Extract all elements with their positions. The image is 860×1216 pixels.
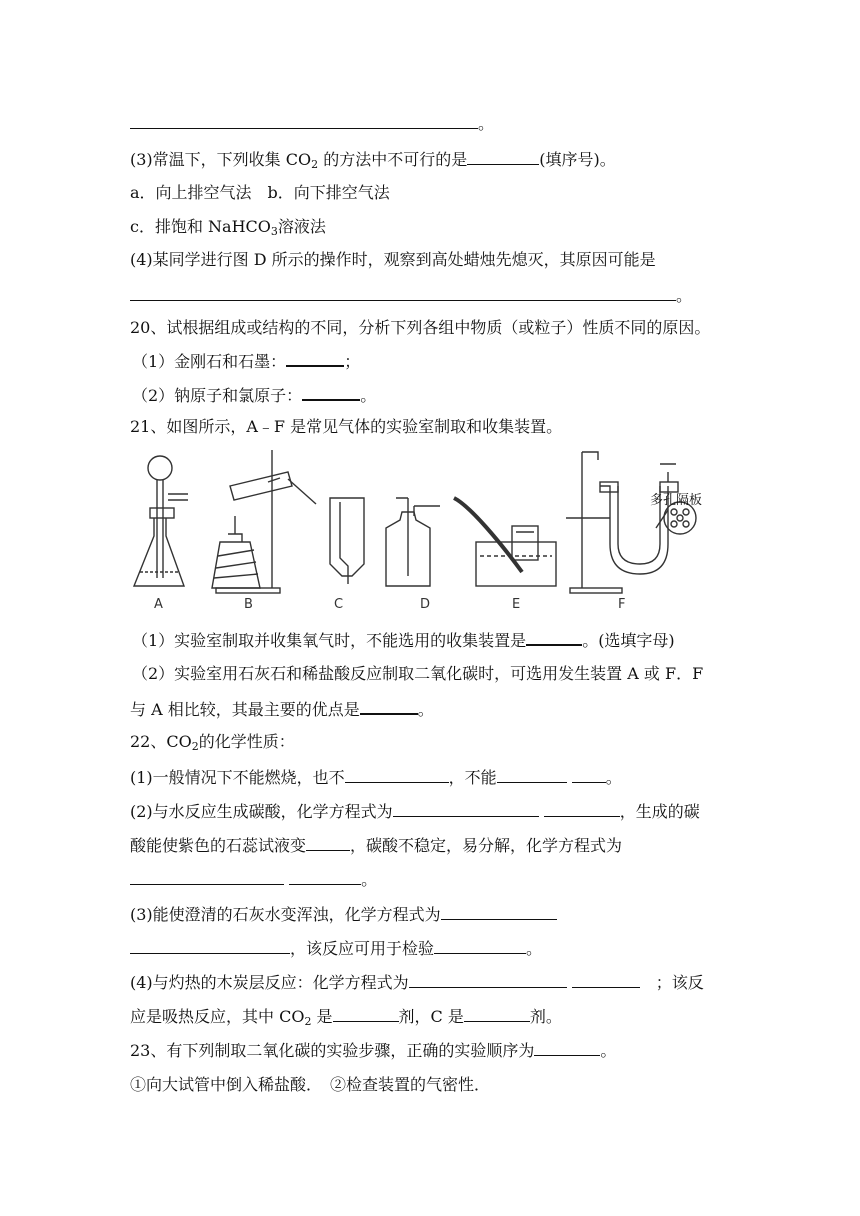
q20-sub2: （2）钠原子和氯原子： 。 xyxy=(132,383,376,407)
q23-title: 23、有下列制取二氧化碳的实验步骤，正确的实验顺序为 。 xyxy=(130,1041,617,1060)
apparatus-e xyxy=(454,498,556,586)
apparatus-a xyxy=(134,456,188,586)
label-a: A xyxy=(154,597,163,612)
q19-part3: (3)常温下，下列收集 $CO_2$ 的方法中不可行的是 (填序号)。 xyxy=(130,150,616,171)
answer-blank xyxy=(467,148,539,165)
answer-blank xyxy=(544,800,620,817)
q22-part4: (4)与灼热的木炭层反应：化学方程式为 ；该反 xyxy=(130,973,704,992)
label-c: C xyxy=(334,597,344,612)
answer-blank xyxy=(497,766,567,783)
q22-title: 22、$CO_2$的化学性质： xyxy=(130,732,295,753)
answer-blank xyxy=(434,937,526,954)
q19-part3-options-1: a．向上排空气法 b．向下排空气法 xyxy=(130,183,390,202)
apparatus-b xyxy=(212,450,316,593)
label-b: B xyxy=(244,597,253,612)
q19-part3-options-2: c．排饱和 NaHCO$_3$溶液法 xyxy=(130,217,326,238)
answer-blank xyxy=(393,800,539,817)
apparatus-c xyxy=(330,498,364,584)
q19-part4-answer-line: 。 xyxy=(130,284,692,307)
apparatus-f xyxy=(566,452,696,593)
q22-part4-cont: 应是吸热反应，其中 $CO_2$ 是 剂，C 是 剂。 xyxy=(130,1007,562,1028)
label-f: F xyxy=(618,597,626,612)
q20-title: 20、试根据组成或结构的不同，分析下列各组中物质（或粒子）性质不同的原因。 xyxy=(130,318,711,337)
answer-blank xyxy=(130,112,478,129)
q23-steps: ①向大试管中倒入稀盐酸． ②检查装置的气密性． xyxy=(130,1075,491,1094)
apparatus-d xyxy=(386,498,440,586)
answer-blank xyxy=(345,766,449,783)
answer-blank xyxy=(534,1039,600,1056)
answer-blank xyxy=(333,1005,399,1022)
q22-part2-cont: 酸能使紫色的石蕊试液变 ，碳酸不稳定，易分解，化学方程式为 xyxy=(130,836,623,855)
q21-sub2b: 与 A 相比较，其最主要的优点是 。 xyxy=(130,697,434,721)
answer-blank xyxy=(289,868,361,885)
answer-blank xyxy=(360,697,418,715)
q21-title: 21、如图所示，A﹣F 是常见气体的实验室制取和收集装置。 xyxy=(130,417,563,436)
q19-part4: (4)某同学进行图 D 所示的操作时，观察到高处蜡烛先熄灭，其原因可能是 xyxy=(130,250,656,269)
answer-blank xyxy=(409,971,567,988)
label-e: E xyxy=(512,597,521,612)
q22-part3-cont: ，该反应可用于检验 。 xyxy=(130,937,542,960)
q22-part2-answer-line: 。 xyxy=(130,868,377,891)
answer-blank xyxy=(464,1005,530,1022)
answer-blank xyxy=(130,284,676,301)
answer-blank xyxy=(130,868,284,885)
q19-tail-line: 。 xyxy=(130,112,494,135)
lab-apparatus-figure xyxy=(120,446,730,616)
q22-part3: (3)能使澄清的石灰水变浑浊，化学方程式为 xyxy=(130,903,557,926)
answer-blank xyxy=(441,903,557,920)
answer-blank xyxy=(572,766,606,783)
q22-part2: (2)与水反应生成碳酸，化学方程式为 ，生成的碳 xyxy=(130,802,700,821)
answer-blank xyxy=(302,383,360,401)
answer-blank xyxy=(306,834,350,851)
label-d: D xyxy=(420,597,431,612)
q22-part1: (1)一般情况下不能燃烧，也不 ，不能 。 xyxy=(130,768,622,787)
porous-plate-label: 多孔隔板 xyxy=(650,493,703,508)
answer-blank xyxy=(286,349,344,367)
q21-sub1: （1）实验室制取并收集氧气时，不能选用的收集装置是 。(选填字母) xyxy=(132,628,675,652)
answer-blank xyxy=(526,628,582,646)
q21-sub2a: （2）实验室用石灰石和稀盐酸反应制取二氧化碳时，可选用发生装置 A 或 F．F xyxy=(132,664,704,683)
q20-sub1: （1）金刚石和石墨： ； xyxy=(132,349,360,373)
answer-blank xyxy=(130,937,290,954)
answer-blank xyxy=(572,971,640,988)
